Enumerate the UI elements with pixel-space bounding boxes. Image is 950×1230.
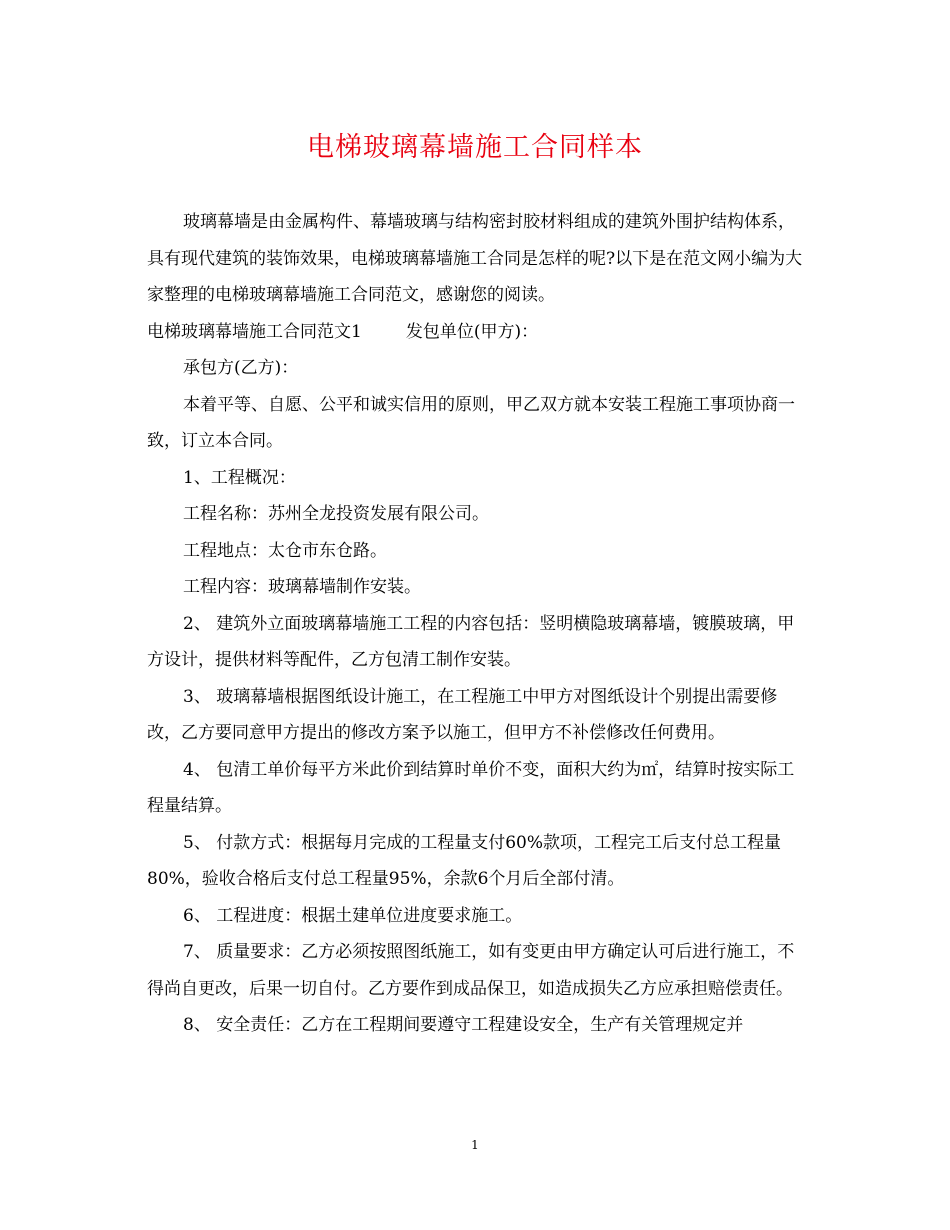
principle-paragraph: 本着平等、自愿、公平和诚实信用的原则，甲乙双方就本安装工程施工事项协商一致，订立本合同。 bbox=[147, 394, 795, 451]
project-name: 工程名称：苏州全龙投资发展有限公司。 bbox=[183, 504, 489, 524]
sample-heading-line bbox=[147, 314, 807, 351]
item-7-paragraph: 7、 质量要求：乙方必须按照图纸施工，如有变更由甲方确定认可后进行施工，不得尚自更改，后果一切自付。乙方要作到成品保卫，如造成损失乙方应承担赔偿责任。 bbox=[147, 942, 795, 999]
party-a-label: 发包单位(甲方)： bbox=[405, 321, 539, 342]
document-title: 电梯玻璃幕墙施工合同样本 bbox=[307, 132, 643, 163]
document-body bbox=[147, 204, 807, 1044]
item-5-paragraph: 5、 付款方式：根据每月完成的工程量支付60%款项，工程完工后支付总工程量80%，验收合格后支付总工程量95%，余款6个月后全部付清。 bbox=[147, 832, 782, 889]
party-b-label: 承包方(乙方)： bbox=[183, 358, 299, 378]
project-location: 工程地点：太仓市东仓路。 bbox=[183, 540, 387, 561]
item-3-paragraph: 3、 玻璃幕墙根据图纸设计施工，在工程施工中甲方对图纸设计个别提出需要修改，乙方要同意甲方提出的修改方案予以施工，但甲方不补偿修改任何费用。 bbox=[147, 686, 778, 743]
item-8-paragraph: 8、 安全责任：乙方在工程期间要遵守工程建设安全，生产有关管理规定并 bbox=[183, 1015, 744, 1035]
project-content: 工程内容：玻璃幕墙制作安装。 bbox=[183, 577, 421, 597]
intro-paragraph: 玻璃幕墙是由金属构件、幕墙玻璃与结构密封胶材料组成的建筑外围护结构体系，具有现代建筑的装饰效果，电梯玻璃幕墙施工合同是怎样的呢?以下是在范文网小编为大家整理的电梯玻璃幕墙施工合同范文，感谢您的阅读。 bbox=[147, 212, 803, 305]
item-1-heading: 1、工程概况： bbox=[183, 467, 296, 488]
sample-heading: 电梯玻璃幕墙施工合同范文1 bbox=[147, 321, 362, 342]
item-4-paragraph: 4、 包清工单价每平方米此价到结算时单价不变，面积大约为㎡，结算时按实际工程量结算。 bbox=[147, 759, 795, 816]
page-number: 1 bbox=[471, 1138, 479, 1152]
item-6-paragraph: 6、 工程进度：根据土建单位进度要求施工。 bbox=[183, 905, 523, 926]
item-2-paragraph: 2、 建筑外立面玻璃幕墙施工工程的内容包括：竖明横隐玻璃幕墙，镀膜玻璃，甲方设计，提供材料等配件，乙方包清工制作安装。 bbox=[147, 613, 795, 670]
